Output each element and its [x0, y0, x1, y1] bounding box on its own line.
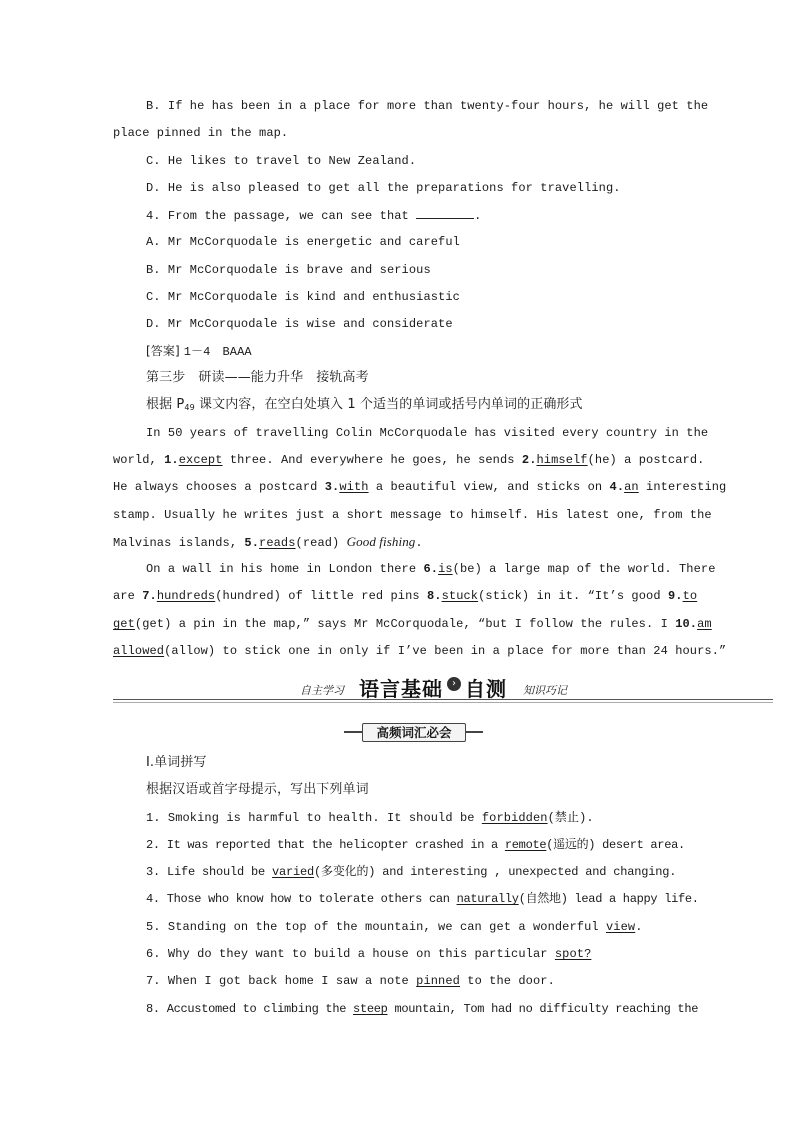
divider	[113, 699, 773, 700]
answer-word: with	[339, 480, 369, 494]
text: 4. Those who know how to tolerate others can	[146, 892, 457, 906]
text: (be) a large map of the world. There	[452, 562, 716, 576]
instruction-sub: 49	[184, 403, 195, 412]
answer-word: get	[113, 617, 135, 631]
text: Malvinas islands,	[113, 536, 245, 550]
answer-word: forbidden	[481, 811, 548, 825]
divider	[113, 702, 773, 703]
cloze-line-9	[113, 643, 727, 659]
banner-right-note: 知识巧记	[523, 684, 567, 697]
heading-bar-left	[344, 731, 362, 733]
cloze-line-3	[113, 479, 727, 495]
text: 1. Smoking is harmful to health. It should be	[146, 811, 482, 825]
vocab-item-7	[146, 973, 716, 989]
text: three. And everywhere he goes, he sends	[222, 453, 522, 467]
italic-text: Good fishing	[346, 534, 416, 549]
answer-word: pinned	[416, 974, 460, 988]
answer-word: hundreds	[156, 589, 216, 603]
answer-tag: [答案]	[146, 344, 180, 358]
text: (多变化的) and interesting , unexpected and changing.	[314, 865, 677, 879]
answer-word: view	[605, 920, 636, 934]
subsection-heading	[344, 723, 482, 741]
text: 2. It was reported that the helicopter crashed in a	[146, 838, 505, 852]
text: 6. Why do they want to build a house on this particular	[146, 947, 555, 961]
vocab-item-3	[146, 864, 716, 880]
answer-word: to	[682, 589, 698, 603]
option-3d: D. He is also pleased to get all the preparations for travelling.	[146, 181, 621, 195]
answer-word: an	[624, 480, 639, 494]
vocab-section-title: Ⅰ.单词拼写	[146, 755, 207, 770]
answer-word: reads	[259, 536, 296, 550]
banner-left-note: 自主学习	[300, 684, 344, 697]
blank-number: 10.	[675, 617, 698, 631]
step3-heading: 第三步 研读——能力升华 接轨高考	[146, 370, 369, 385]
blank-number: 4.	[609, 480, 625, 494]
banner-title: 语言基础	[359, 677, 443, 701]
answer-word: allowed	[113, 644, 165, 658]
answer-line	[146, 343, 716, 360]
text: On a wall in his home in London there	[146, 562, 424, 576]
answer-word: himself	[536, 453, 588, 467]
blank-number: 8.	[426, 589, 442, 603]
cloze-line-7	[113, 588, 698, 604]
blank-number: 5.	[244, 536, 260, 550]
text: .	[415, 536, 423, 550]
answer-blank	[416, 207, 474, 219]
answer-word: naturally	[456, 892, 519, 906]
cloze-line-4: stamp. Usually he writes just a short message to himself. His latest one, from the	[113, 508, 712, 522]
option-3b-line1: B. If he has been in a place for more than twenty-four hours, he will get the	[146, 99, 709, 113]
text: are	[113, 589, 143, 603]
cloze-line-5	[113, 534, 683, 551]
instruction-post: 课文内容，在空白处填入 1 个适当的单词或括号内单词的正确形式	[194, 397, 583, 412]
answer-text: 1－4 BAAA	[183, 345, 252, 359]
cloze-line-6	[146, 561, 716, 577]
blank-number: 7.	[142, 589, 157, 603]
text: mountain, Tom had no difficulty reaching the	[387, 1002, 699, 1016]
answer-word: remote	[504, 838, 547, 852]
heading-bar-right	[465, 731, 483, 733]
question-4-text: 4. From the passage, we can see that	[146, 209, 409, 223]
question-4-stem	[146, 207, 716, 224]
cloze-line-1: In 50 years of travelling Colin McCorquodale has visited every country in the	[146, 426, 709, 440]
subsection-title: 高频词汇必会	[362, 723, 466, 742]
option-4c: C. Mr McCorquodale is kind and enthusiastic	[146, 290, 460, 304]
text: (自然地) lead a happy life.	[518, 892, 699, 906]
text: world,	[113, 453, 165, 467]
answer-word: spot?	[554, 947, 592, 961]
blank-number: 9.	[667, 589, 683, 603]
vocab-instruction: 根据汉语或首字母提示，写出下列单词	[146, 782, 369, 797]
text: (stick) in it. “It’s good	[478, 589, 668, 603]
text: (禁止).	[547, 811, 594, 825]
vocab-item-6	[146, 946, 716, 962]
text: 7. When I got back home I saw a note	[146, 974, 417, 988]
text: .	[635, 920, 643, 934]
answer-word: varied	[272, 865, 315, 879]
answer-word: is	[438, 562, 453, 576]
option-4a: A. Mr McCorquodale is energetic and careful	[146, 235, 460, 249]
answer-word: steep	[353, 1002, 388, 1016]
option-3b-line2: place pinned in the map.	[113, 126, 289, 140]
answer-word: stuck	[441, 589, 479, 603]
answer-word: am	[697, 617, 712, 631]
text: (read)	[295, 536, 347, 550]
vocab-item-8	[146, 1001, 716, 1017]
arrow-icon: ›	[447, 677, 461, 691]
answer-word: except	[178, 453, 223, 467]
text: (hundred) of little red pins	[215, 589, 427, 603]
vocab-item-1	[146, 810, 716, 826]
option-4b: B. Mr McCorquodale is brave and serious	[146, 263, 431, 277]
cloze-line-8	[113, 616, 712, 632]
blank-number: 3.	[324, 480, 340, 494]
text: 5. Standing on the top of the mountain, we can get a wonderful	[146, 920, 606, 934]
option-4d: D. Mr McCorquodale is wise and considerate	[146, 317, 453, 331]
cloze-line-2	[113, 452, 705, 468]
banner-title-2: 自测	[465, 677, 507, 701]
text: 3. Life should be	[146, 865, 273, 879]
step3-instruction	[146, 397, 716, 416]
text: (get) a pin in the map,” says Mr McCorquodale, “but I follow the rules. I	[134, 617, 676, 631]
text: He always chooses a postcard	[113, 480, 325, 494]
text: a beautiful view, and sticks on	[368, 480, 610, 494]
text: interesting	[638, 480, 727, 494]
vocab-item-4	[146, 891, 716, 907]
text: (he) a postcard.	[587, 453, 705, 467]
text: 8. Accustomed to climbing the	[146, 1002, 354, 1016]
blank-number: 2.	[521, 453, 537, 467]
text: to the door.	[459, 974, 555, 988]
question-4-period: .	[474, 209, 482, 223]
blank-number: 6.	[423, 562, 439, 576]
vocab-item-2	[146, 837, 716, 853]
section-banner	[113, 671, 773, 701]
instruction-pre: 根据 P	[146, 397, 185, 412]
option-3c: C. He likes to travel to New Zealand.	[146, 154, 417, 168]
text: (遥远的) desert area.	[546, 838, 685, 852]
blank-number: 1.	[164, 453, 179, 467]
vocab-item-5	[146, 919, 716, 935]
text: (allow) to stick one in only if I’ve been in a place for more than 24 hours.”	[164, 644, 727, 658]
